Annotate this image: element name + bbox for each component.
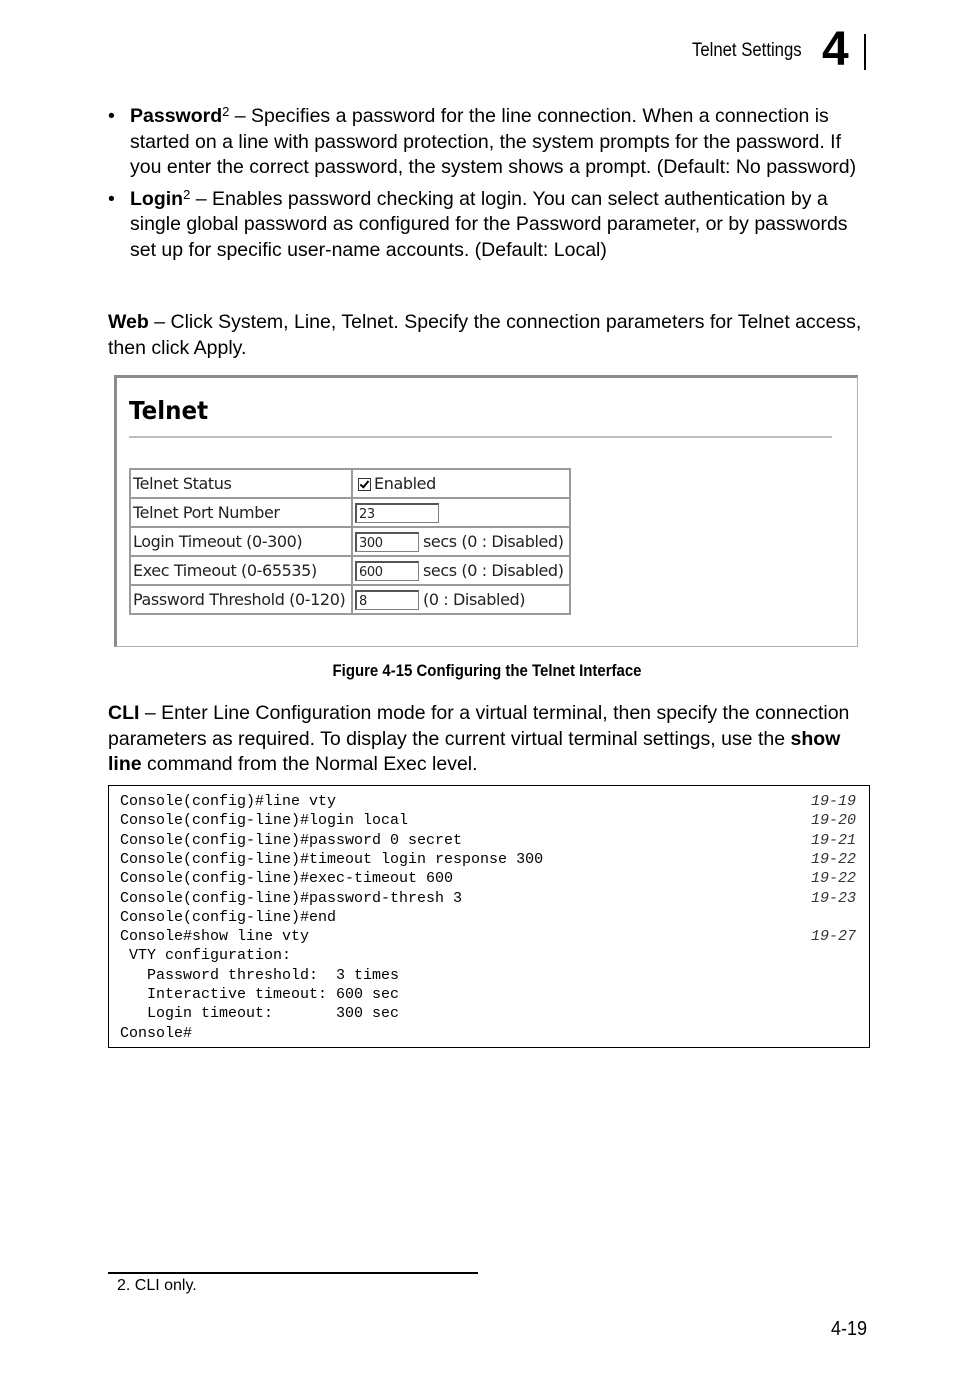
page-reference: 19-20 bbox=[810, 812, 856, 830]
figure-caption: Figure 4-15 Configuring the Telnet Interface bbox=[332, 661, 642, 680]
table-row bbox=[130, 469, 570, 498]
description: – Click System, Line, Telnet. Specify the connection parameters for Telnet access, then click Apply. bbox=[108, 311, 862, 359]
code-line bbox=[120, 927, 856, 946]
table-row bbox=[130, 556, 570, 585]
page-reference: 19-27 bbox=[810, 928, 856, 946]
description-end: command from the Normal Exec level. bbox=[141, 753, 478, 775]
code-command: VTY configuration: bbox=[120, 947, 292, 965]
login-timeout-input[interactable]: 300 bbox=[355, 532, 419, 552]
password-threshold-input[interactable]: 8 bbox=[355, 590, 419, 610]
row-value bbox=[352, 527, 570, 556]
row-label: Exec Timeout (0-65535) bbox=[130, 556, 352, 585]
page-reference: 19-22 bbox=[810, 850, 856, 868]
title-divider bbox=[129, 436, 832, 438]
field-hint: (0 : Disabled) bbox=[423, 590, 526, 610]
telnet-port-input[interactable]: 23 bbox=[355, 503, 439, 523]
code-command: Password threshold: 3 times bbox=[120, 966, 400, 984]
code-line bbox=[120, 946, 856, 965]
cli-example bbox=[108, 785, 870, 1048]
code-line bbox=[120, 811, 856, 830]
code-line bbox=[120, 850, 856, 869]
term: Password bbox=[130, 105, 223, 127]
cli-paragraph bbox=[108, 701, 868, 778]
code-command: Console(config-line)#password 0 secret bbox=[120, 831, 463, 849]
code-line bbox=[120, 1024, 856, 1043]
code-line bbox=[120, 792, 856, 811]
code-line bbox=[120, 985, 856, 1004]
footnote-ref: 2 bbox=[222, 104, 230, 119]
row-label: Telnet Status bbox=[130, 469, 352, 498]
chapter-number: 4 bbox=[822, 23, 849, 76]
term: CLI bbox=[108, 702, 140, 724]
code-command: Console(config-line)#end bbox=[120, 908, 337, 926]
chapter-rule bbox=[864, 34, 866, 70]
code-line bbox=[120, 966, 856, 985]
row-label: Telnet Port Number bbox=[130, 498, 352, 527]
code-line bbox=[120, 831, 856, 850]
table-row bbox=[130, 498, 570, 527]
telnet-settings-table bbox=[129, 468, 571, 615]
page-reference: 19-22 bbox=[810, 870, 856, 888]
command-name: show line bbox=[108, 727, 841, 775]
parameter-list bbox=[108, 104, 868, 269]
code-command: Console#show line vty bbox=[120, 928, 310, 946]
table-row bbox=[130, 585, 570, 614]
row-value bbox=[352, 498, 570, 527]
row-value bbox=[352, 469, 570, 498]
table-row bbox=[130, 527, 570, 556]
figure-title: Telnet bbox=[129, 396, 209, 425]
code-command: Console(config-line)#login local bbox=[120, 812, 409, 830]
page-reference: 19-23 bbox=[810, 889, 856, 907]
web-paragraph bbox=[108, 310, 868, 361]
description: – Enter Line Configuration mode for a virtual terminal, then specify the connection parameters as required. To display the current virtual terminal settings, use the bbox=[108, 702, 850, 750]
page-reference: 19-21 bbox=[810, 831, 856, 849]
description: – Specifies a password for the line connection. When a connection is started on a line with password protection, the system prompts for the password. If you enter the correct password, the system shows a prompt. (Default: No password) bbox=[130, 105, 857, 178]
footnote-divider bbox=[108, 1272, 478, 1274]
code-line bbox=[120, 1004, 856, 1023]
code-command: Console(config-line)#password-thresh 3 bbox=[120, 889, 463, 907]
code-line bbox=[120, 869, 856, 888]
bullet-icon: • bbox=[108, 187, 115, 210]
code-command: Console(config)#line vty bbox=[120, 793, 337, 810]
bullet-icon: • bbox=[108, 105, 115, 127]
code-line bbox=[120, 889, 856, 908]
page-number: 4-19 bbox=[830, 1318, 867, 1340]
term: Web bbox=[108, 311, 149, 333]
exec-timeout-input[interactable]: 600 bbox=[355, 561, 419, 581]
list-item bbox=[108, 104, 868, 181]
row-value bbox=[352, 556, 570, 585]
row-label: Password Threshold (0-120) bbox=[130, 585, 352, 614]
code-line bbox=[120, 908, 856, 927]
row-value bbox=[352, 585, 570, 614]
description: – Enables password checking at login. You can select authentication by a single global password as configured for the Password parameter, or by passwords set up for specific user-name accounts. (Default: Local) bbox=[130, 187, 848, 261]
code-command: Interactive timeout: 600 sec bbox=[120, 986, 400, 1003]
code-command: Console(config-line)#exec-timeout 600 bbox=[120, 870, 454, 888]
list-item bbox=[108, 187, 868, 264]
field-hint: secs (0 : Disabled) bbox=[423, 561, 564, 581]
footnote-ref: 2 bbox=[183, 186, 191, 202]
code-command: Console(config-line)#timeout login response 300 bbox=[120, 850, 544, 868]
telnet-status-checkbox[interactable] bbox=[358, 478, 371, 491]
section-title: Telnet Settings bbox=[692, 40, 802, 61]
code-command: Console# bbox=[120, 1024, 193, 1042]
telnet-figure bbox=[114, 375, 858, 647]
footnote: 2. CLI only. bbox=[117, 1277, 197, 1294]
term: Login bbox=[130, 187, 184, 210]
checkbox-label: Enabled bbox=[374, 474, 436, 493]
field-hint: secs (0 : Disabled) bbox=[423, 532, 564, 552]
page-reference: 19-19 bbox=[810, 793, 856, 810]
row-label: Login Timeout (0-300) bbox=[130, 527, 352, 556]
code-command: Login timeout: 300 sec bbox=[120, 1005, 400, 1023]
